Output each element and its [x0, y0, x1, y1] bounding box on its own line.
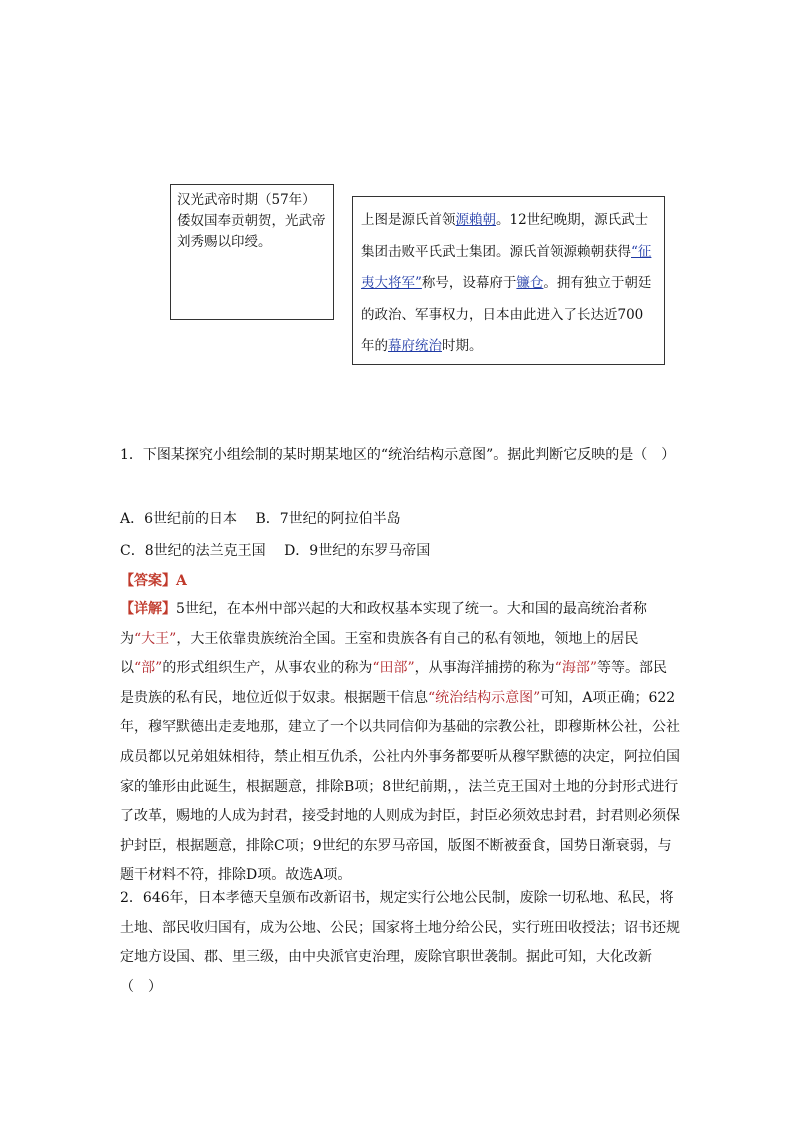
- caption-left-text: 汉光武帝时期（57年）倭奴国奉贡朝贺，光武帝刘秀赐以印绶。: [177, 192, 326, 250]
- explain-quote-diagram: “统治结构示意图”: [428, 689, 541, 706]
- explain-text-9: 等等。部民是贵族的私有民，地位近似于奴隶。根据题干信息: [120, 660, 667, 706]
- answer-tag: 【答案】: [120, 573, 176, 589]
- explain-tag: 【详解】: [120, 601, 176, 617]
- answer-value: A: [176, 573, 187, 589]
- caption-right-text-3: 称号，设幕府于: [421, 275, 517, 291]
- link-yuan-yoritomo[interactable]: 源賴朝: [455, 212, 496, 228]
- question-1-explanation: [120, 595, 680, 891]
- explain-text-7: ，从事海洋捕捞的称为: [414, 660, 555, 677]
- explain-text-11: 可知，A项正确；622年，穆罕默德出走麦地那，建立了一个以共同信仰为基础的宗教公社，即穆斯林公社，公社成员都以兄弟姐妹相待，禁止相互仇杀，公社内外事务都要听从穆罕默德的决定，阿拉伯国家的雏形由此诞生，根据题意，排除B项；8世纪前期，，法兰克王国对土地的分封形式进行了改革，赐地的人成为封君，接受封地的人则成为封臣，封臣必须效忠封君，封君则必须保护封臣，根据题意，排除C项；9世纪的东罗马帝国，版图不断被蚕食，国势日渐衰弱，与题干材料不符，排除D项。故选A项。: [120, 689, 680, 884]
- caption-box-left: [170, 184, 334, 320]
- explain-text-5: 的形式组织生产，从事农业的称为: [162, 660, 373, 677]
- caption-right-text-2: 。12世纪晚期，源氏武士集团击败平氏武士集团。源氏首领源赖朝获得: [361, 212, 649, 260]
- question-1-stem: 1．下图某探究小组绘制的某时期某地区的“统治结构示意图”。据此判断它反映的是（ ）: [120, 447, 676, 463]
- question-1-options-cd: C．8世纪的法兰克王国 D．9世纪的东罗马帝国: [120, 543, 431, 559]
- caption-box-right: [352, 196, 665, 365]
- link-shogun-title[interactable]: “征夷大将军”: [361, 243, 652, 291]
- caption-right-text-1: 上图是源氏首领: [361, 212, 456, 228]
- explain-quote-bu: “部”: [134, 660, 163, 677]
- question-1-answer: [120, 570, 680, 590]
- explain-text-1: 5世纪，在本州中部兴起的大和政权基本实现了统一。大和国的最高统治者称为: [120, 601, 647, 647]
- link-kamakura[interactable]: 镰仓: [516, 275, 544, 291]
- explain-quote-haibu: “海部”: [554, 660, 597, 677]
- explain-text-3: ，大王依靠贵族统治全国。王室和贵族各有自己的私有领地，领地上的居民以: [120, 630, 639, 677]
- question-1-options-ab: A．6世纪前的日本 B．7世纪的阿拉伯半岛: [120, 511, 401, 527]
- explain-quote-dawang: “大王”: [134, 630, 177, 647]
- question-2: 2．646年，日本孝德天皇颁布改新诏书，规定实行公地公民制，废除一切私地、私民，将土地、部民收归国有，成为公地、公民；国家将土地分给公民，实行班田收授法；诏书还规定地方设国、郡、里三级，由中央派官吏治理，废除官职世袭制。据此可知，大化改新（ ）: [120, 890, 680, 995]
- caption-right-text-5: 时期。: [442, 338, 483, 354]
- link-shogunate[interactable]: 幕府统治: [388, 338, 442, 354]
- caption-right-text-4: 。拥有独立于朝廷的政治、军事权力，日本由此进入了长达近700年的: [361, 275, 652, 354]
- explain-quote-tianbu: “田部”: [372, 660, 415, 677]
